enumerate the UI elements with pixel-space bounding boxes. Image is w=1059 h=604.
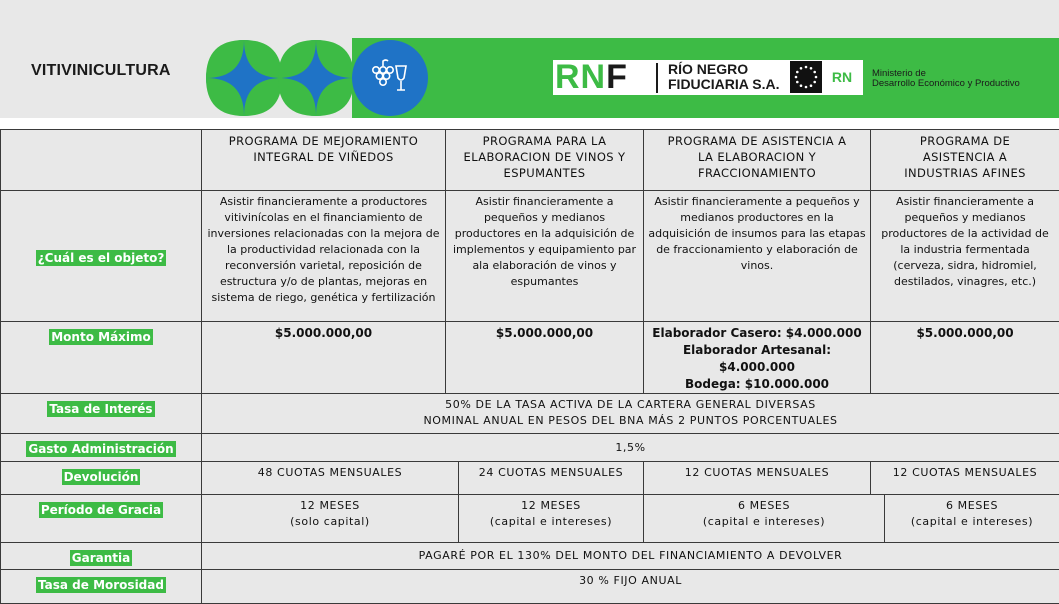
objeto-cell-3: Asistir financieramente a pequeños y medianos productores en la adquisición de insumos para las etapas de fraccionamiento y elaboración de vinos. (644, 191, 871, 322)
objeto-cell-2: Asistir financieramente a pequeños y medianos productores en la adquisición de implementos y equipamiento par ala elaboración de vinos y espumantes (446, 191, 644, 322)
devolucion-cell-2: 24 CUOTAS MENSUALES (459, 462, 644, 495)
objeto-cell-1: Asistir financieramente a productores vitivinícolas en el financiamiento de inversiones relacionadas con la mejora de la productividad relacionada con la reconversión varietal, reposición de estructura y/o de plantas, mejoras en sistema de riego, genética y fertilización (202, 191, 446, 322)
gracia-cell-1: 12 MESES (solo capital) (202, 495, 459, 543)
table-row (1, 543, 1059, 570)
devolucion-cell-4: 12 CUOTAS MENSUALES (871, 462, 1059, 495)
rnf-company-name: RÍO NEGRO FIDUCIARIA S.A. (668, 62, 779, 92)
ministerio-label: Ministerio de Desarrollo Económico y Productivo (872, 69, 1020, 89)
row-label-morosidad: Tasa de Morosidad (36, 577, 166, 593)
row-label-tasa: Tasa de Interés (47, 401, 154, 417)
program-header-3: PROGRAMA DE ASISTENCIA A LA ELABORACION Y FRACCIONAMIENTO (644, 130, 871, 191)
corner-cell (1, 130, 202, 191)
label-cell (1, 394, 202, 434)
program-header-1: PROGRAMA DE MEJORAMIENTO INTEGRAL DE VIÑEDOS (202, 130, 446, 191)
row-label-monto: Monto Máximo (49, 329, 153, 345)
label-cell (1, 495, 202, 543)
gracia-cell-4: 6 MESES (capital e intereses) (885, 495, 1059, 543)
table-row (1, 462, 1059, 495)
label-cell (1, 462, 202, 495)
program-header-2: PROGRAMA PARA LA ELABORACION DE VINOS Y ESPUMANTES (446, 130, 644, 191)
rnf-logo: RNF (555, 59, 628, 95)
garantia-cell: PAGARÉ POR EL 130% DEL MONTO DEL FINANCIAMIENTO A DEVOLVER (202, 543, 1059, 570)
row-label-garantia: Garantia (70, 550, 132, 566)
objeto-cell-4: Asistir financieramente a pequeños y medianos productores de la actividad de la industria fermentada (cerveza, sidra, hidromiel, destilados, vinagres, etc.) (871, 191, 1059, 322)
label-cell (1, 434, 202, 462)
program-header-4: PROGRAMA DE ASISTENCIA A INDUSTRIAS AFINES (871, 130, 1059, 191)
devolucion-cell-3: 12 CUOTAS MENSUALES (644, 462, 871, 495)
table-row (1, 495, 1059, 543)
gracia-cell-3: 6 MESES (capital e intereses) (644, 495, 885, 543)
table-row (1, 394, 1059, 434)
gracia-cell-2: 12 MESES (capital e intereses) (459, 495, 644, 543)
table-row (1, 434, 1059, 462)
eu-stars-icon (790, 61, 822, 93)
rnf-separator (656, 63, 658, 93)
gasto-cell: 1,5% (202, 434, 1059, 462)
label-cell (1, 322, 202, 394)
grape-wine-icon (366, 56, 412, 102)
page-title: VITIVINICULTURA (31, 62, 171, 80)
label-cell (1, 570, 202, 604)
table-row (1, 322, 1059, 394)
row-label-gasto: Gasto Administración (26, 441, 175, 457)
table-row (1, 191, 1059, 322)
label-cell (1, 191, 202, 322)
monto-cell-3: Elaborador Casero: $4.000.000 Elaborador Artesanal: $4.000.000 Bodega: $10.000.000 (644, 322, 871, 394)
devolucion-cell-1: 48 CUOTAS MENSUALES (202, 462, 459, 495)
table-row (1, 130, 1059, 191)
monto-cell-2: $5.000.000,00 (446, 322, 644, 394)
rn-badge: RN (822, 61, 862, 93)
tasa-cell: 50% DE LA TASA ACTIVA DE LA CARTERA GENERAL DIVERSAS NOMINAL ANUAL EN PESOS DEL BNA MÁS 2 PUNTOS PORCENTUALES (202, 394, 1059, 434)
row-label-objeto: ¿Cuál es el objeto? (36, 250, 167, 266)
monto-cell-1: $5.000.000,00 (202, 322, 446, 394)
label-cell (1, 543, 202, 570)
row-label-devolucion: Devolución (62, 469, 141, 485)
programs-table (0, 129, 1059, 604)
row-label-gracia: Período de Gracia (39, 502, 163, 518)
monto-cell-4: $5.000.000,00 (871, 322, 1059, 394)
morosidad-cell: 30 % FIJO ANUAL (202, 570, 1059, 604)
table-row (1, 570, 1059, 604)
